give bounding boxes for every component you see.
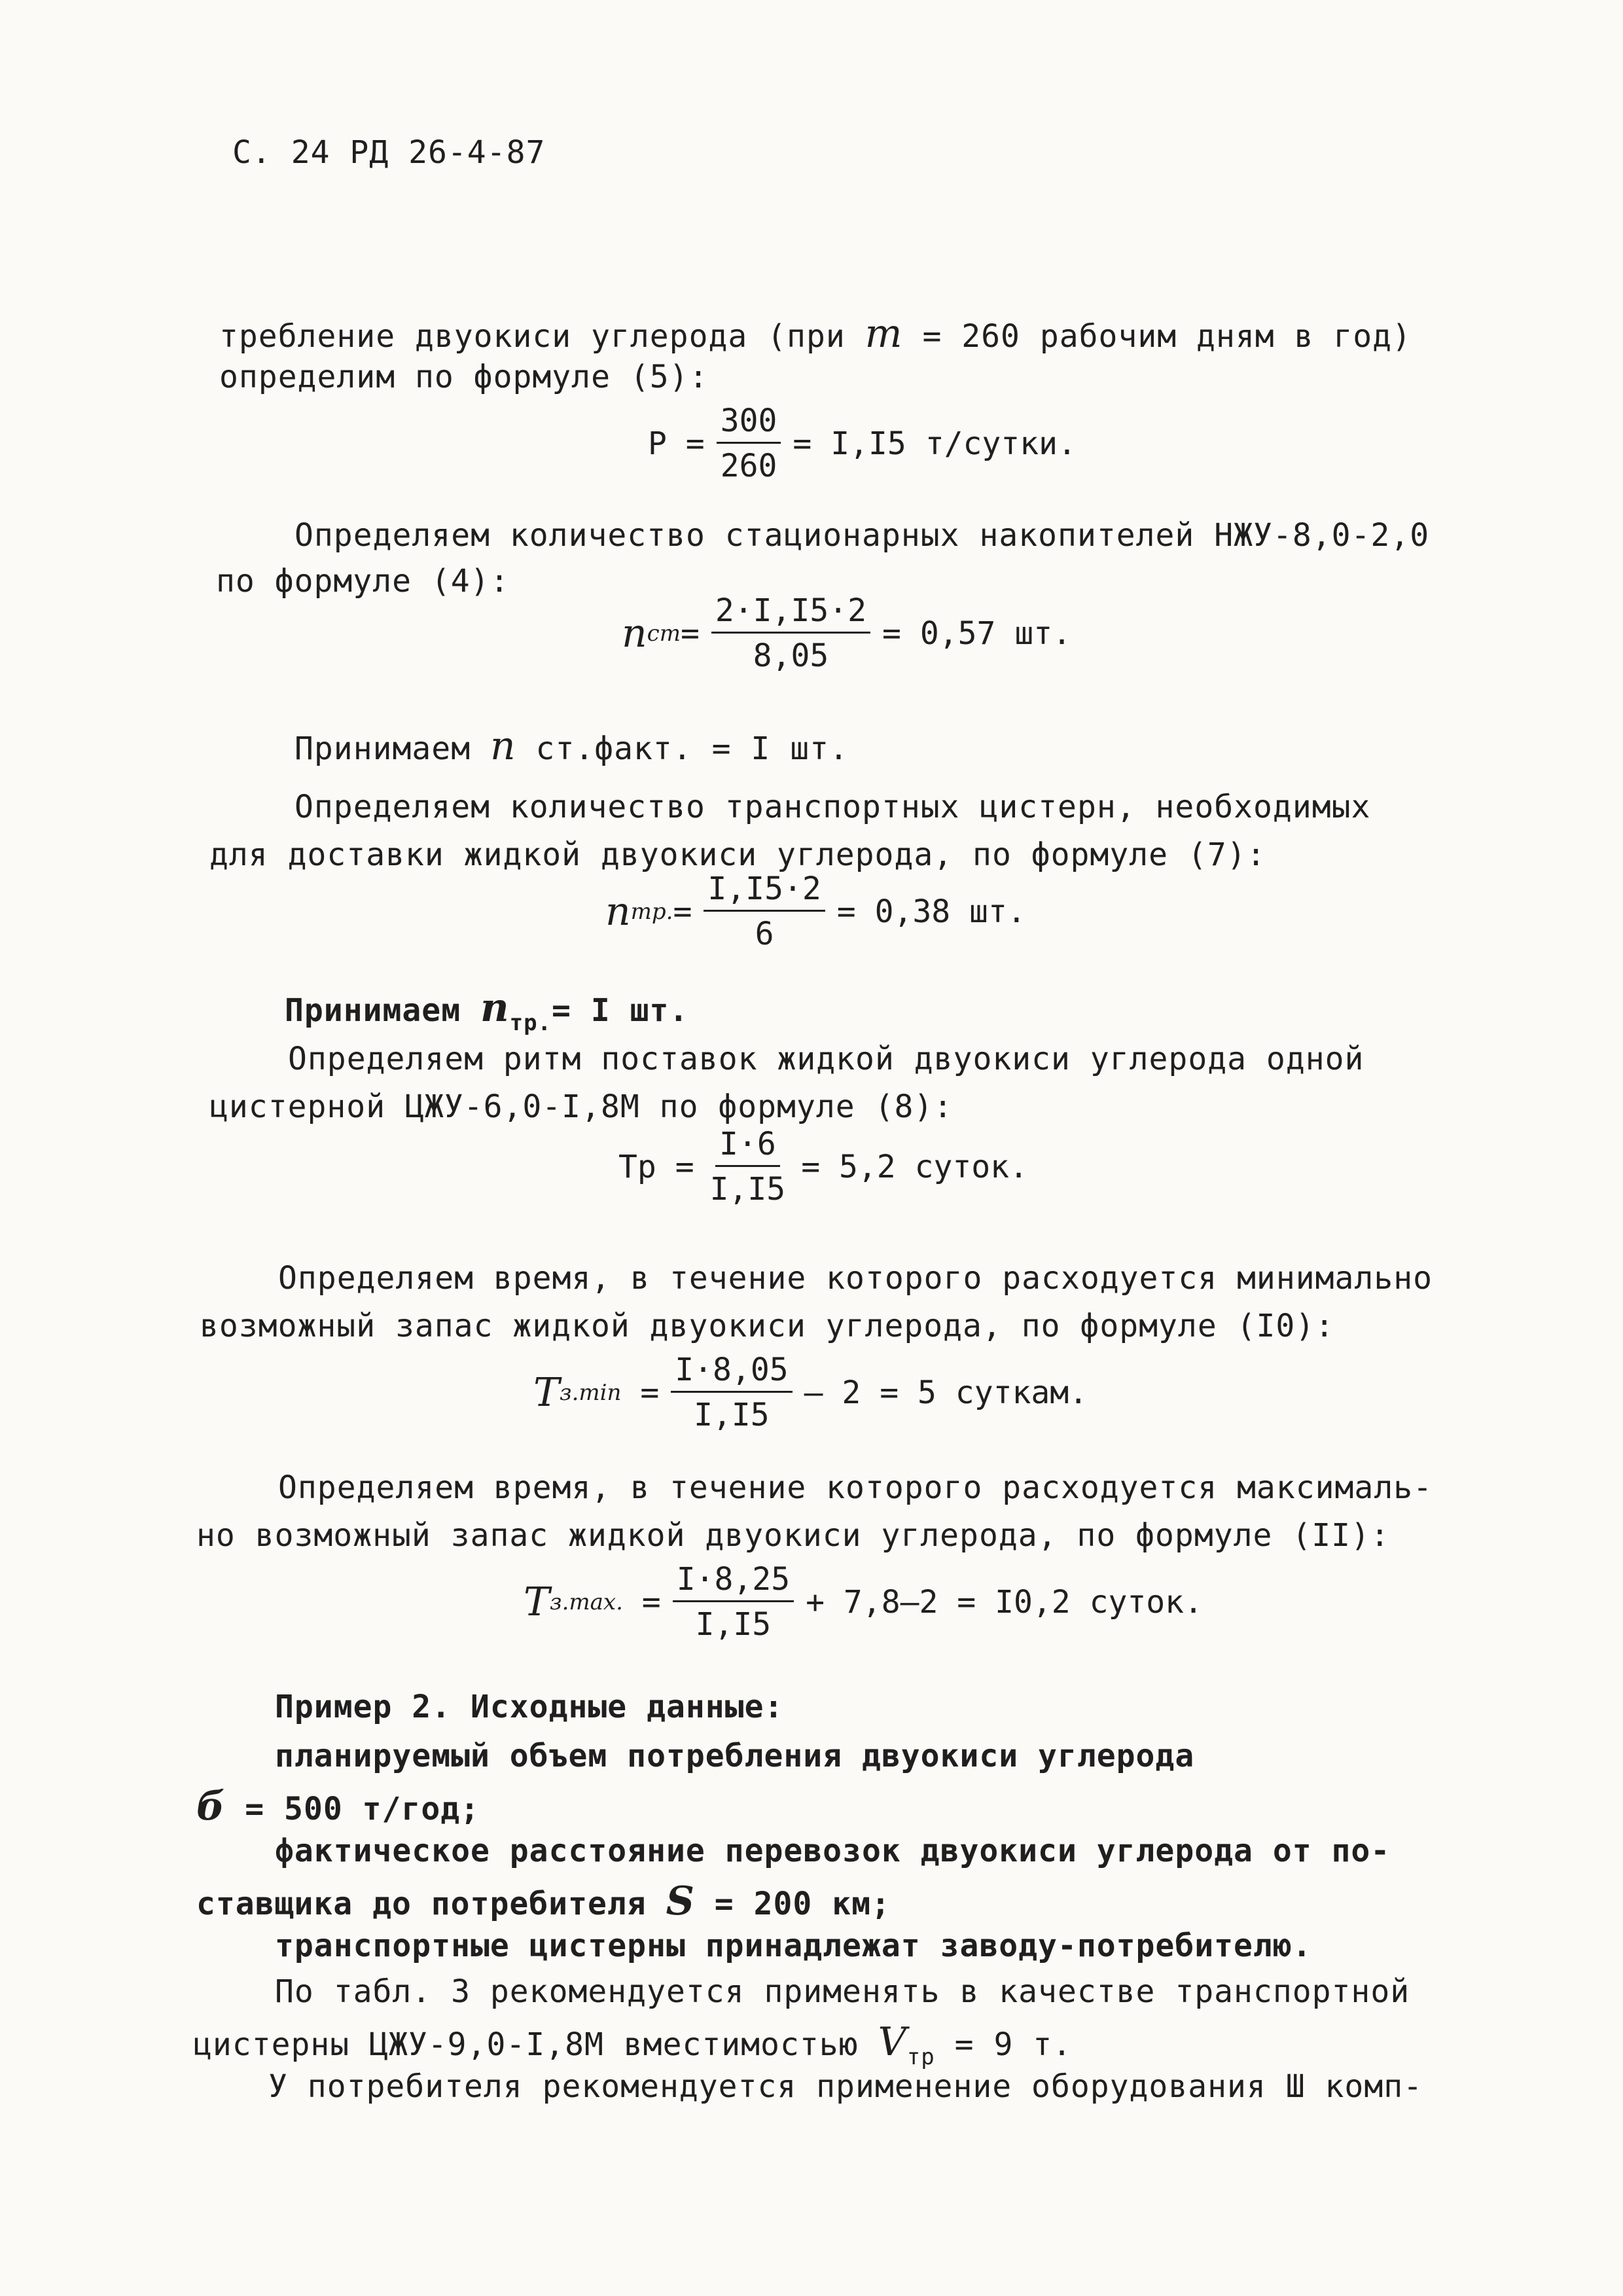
denominator: I,I5 [695, 1606, 772, 1643]
denominator: 8,05 [753, 637, 829, 674]
formula-7 [605, 870, 1026, 952]
text-line-28 [193, 2019, 1072, 2070]
formula-rhs: – 2 = 5 суткам. [804, 1374, 1088, 1411]
formula-lhs: P = [648, 425, 705, 462]
formula-rhs: = 0,57 шт. [882, 615, 1072, 652]
text-segment: = 500 т/год; [225, 1791, 480, 1827]
text-segment: требление двуокиси углерода (при [219, 318, 865, 355]
fraction [673, 1561, 794, 1643]
formula-8 [618, 1126, 1028, 1208]
text-line-5: по формуле (4): [216, 563, 510, 600]
formula-lhs: T [533, 1369, 560, 1416]
text-line-29: У потребителя рекомендуется применение оборудования Ш комп- [268, 2068, 1423, 2105]
fraction [706, 1126, 790, 1208]
text-line-26: транспортные цистерны принадлежат заводу-потребителю. [275, 1928, 1312, 1964]
text-segment: = 200 км; [694, 1886, 891, 1922]
text-line-18: Определяем время, в течение которого расходуется максималь- [278, 1469, 1433, 1506]
formula-lhs: T [524, 1579, 550, 1625]
formula-lhs: n [605, 888, 631, 935]
numerator: 2·I,I5·2 [711, 592, 870, 634]
formula-rhs: = I,I5 т/сутки. [793, 425, 1077, 462]
fraction [717, 403, 781, 484]
text-line-8: Определяем количество транспортных цистерн, необходимых [294, 789, 1371, 825]
formula-4 [622, 592, 1071, 674]
page-header: С. 24 РД 26-4-87 [232, 134, 546, 171]
formula-lhs-sub: з.min [560, 1379, 622, 1406]
formula-rhs: + 7,8–2 = I0,2 суток. [806, 1583, 1203, 1621]
text-line-16: возможный запас жидкой двуокиси углерода, по формуле (I0): [200, 1308, 1335, 1344]
text-segment: Принимаем [285, 992, 480, 1029]
numerator: I·6 [715, 1126, 780, 1167]
numerator: I,I5·2 [704, 870, 825, 912]
formula-eq: = [640, 1374, 660, 1411]
text-line-13: цистерной ЦЖУ-6,0-I,8М по формуле (8): [209, 1088, 954, 1125]
formula-11 [524, 1561, 1203, 1643]
text-line-25 [196, 1878, 891, 1924]
symbol-sub: тр. [509, 1010, 552, 1036]
fraction [671, 1352, 792, 1433]
text-line-4: Определяем количество стационарных накопителей НЖУ-8,0-2,0 [294, 517, 1430, 554]
text-line-11 [285, 985, 688, 1036]
symbol-s: S [666, 1878, 695, 1924]
text-segment: Принимаем [294, 730, 490, 767]
text-line-1 [219, 311, 1412, 357]
numerator: I·8,05 [671, 1352, 792, 1393]
denominator: I,I5 [709, 1171, 786, 1208]
text-line-12: Определяем ритм поставок жидкой двуокиси углерода одной [288, 1041, 1364, 1077]
formula-5 [648, 403, 1077, 484]
symbol-b: б [196, 1784, 226, 1829]
formula-lhs: Тр = [618, 1148, 694, 1185]
formula-eq: = [673, 893, 692, 930]
formula-rhs: = 5,2 суток. [801, 1148, 1028, 1185]
fraction [704, 870, 825, 952]
formula-eq: = [680, 615, 700, 652]
formula-lhs-sub: з.max. [550, 1588, 623, 1615]
text-line-24: фактическое расстояние перевозок двуокиси углерода от по- [275, 1833, 1391, 1869]
text-segment: = I шт. [552, 992, 689, 1029]
text-segment: = 260 рабочим дням в год) [902, 318, 1412, 355]
symbol-sub: тр [906, 2044, 935, 2070]
text-line-27: По табл. 3 рекомендуется применять в качестве транспортной [275, 1973, 1410, 2010]
formula-lhs: n [622, 610, 647, 656]
text-segment: = 9 т. [935, 2026, 1073, 2063]
text-line-23 [196, 1784, 480, 1829]
text-line-19: но возможный запас жидкой двуокиси углерода, по формуле (II): [196, 1517, 1390, 1554]
text-line-22: планируемый объем потребления двуокиси углерода [275, 1738, 1195, 1774]
text-segment: ст.факт. = I шт. [516, 730, 849, 767]
symbol-m: m [865, 311, 903, 357]
formula-lhs-sub: тр. [630, 898, 673, 925]
formula-lhs-sub: cm [647, 620, 681, 647]
text-segment: цистерны ЦЖУ-9,0-I,8М вместимостью [193, 2026, 878, 2063]
symbol-n: n [480, 985, 510, 1031]
fraction [711, 592, 870, 674]
denominator: I,I5 [694, 1397, 770, 1433]
text-line-2: определим по формуле (5): [219, 359, 709, 395]
denominator: 6 [755, 916, 774, 952]
numerator: 300 [717, 403, 781, 444]
formula-eq: = [641, 1583, 661, 1621]
numerator: I·8,25 [673, 1561, 794, 1602]
text-line-7 [294, 723, 849, 769]
text-segment: ставщика до потребителя [196, 1886, 666, 1922]
text-line-9: для доставки жидкой двуокиси углерода, по формуле (7): [209, 836, 1266, 873]
denominator: 260 [720, 448, 777, 484]
text-line-15: Определяем время, в течение которого расходуется минимально [278, 1260, 1433, 1297]
formula-rhs: = 0,38 шт. [836, 893, 1026, 930]
symbol-n: n [490, 723, 516, 769]
formula-10 [533, 1352, 1088, 1433]
symbol-v: V [878, 2019, 907, 2065]
text-line-21: Пример 2. Исходные данные: [275, 1689, 784, 1725]
